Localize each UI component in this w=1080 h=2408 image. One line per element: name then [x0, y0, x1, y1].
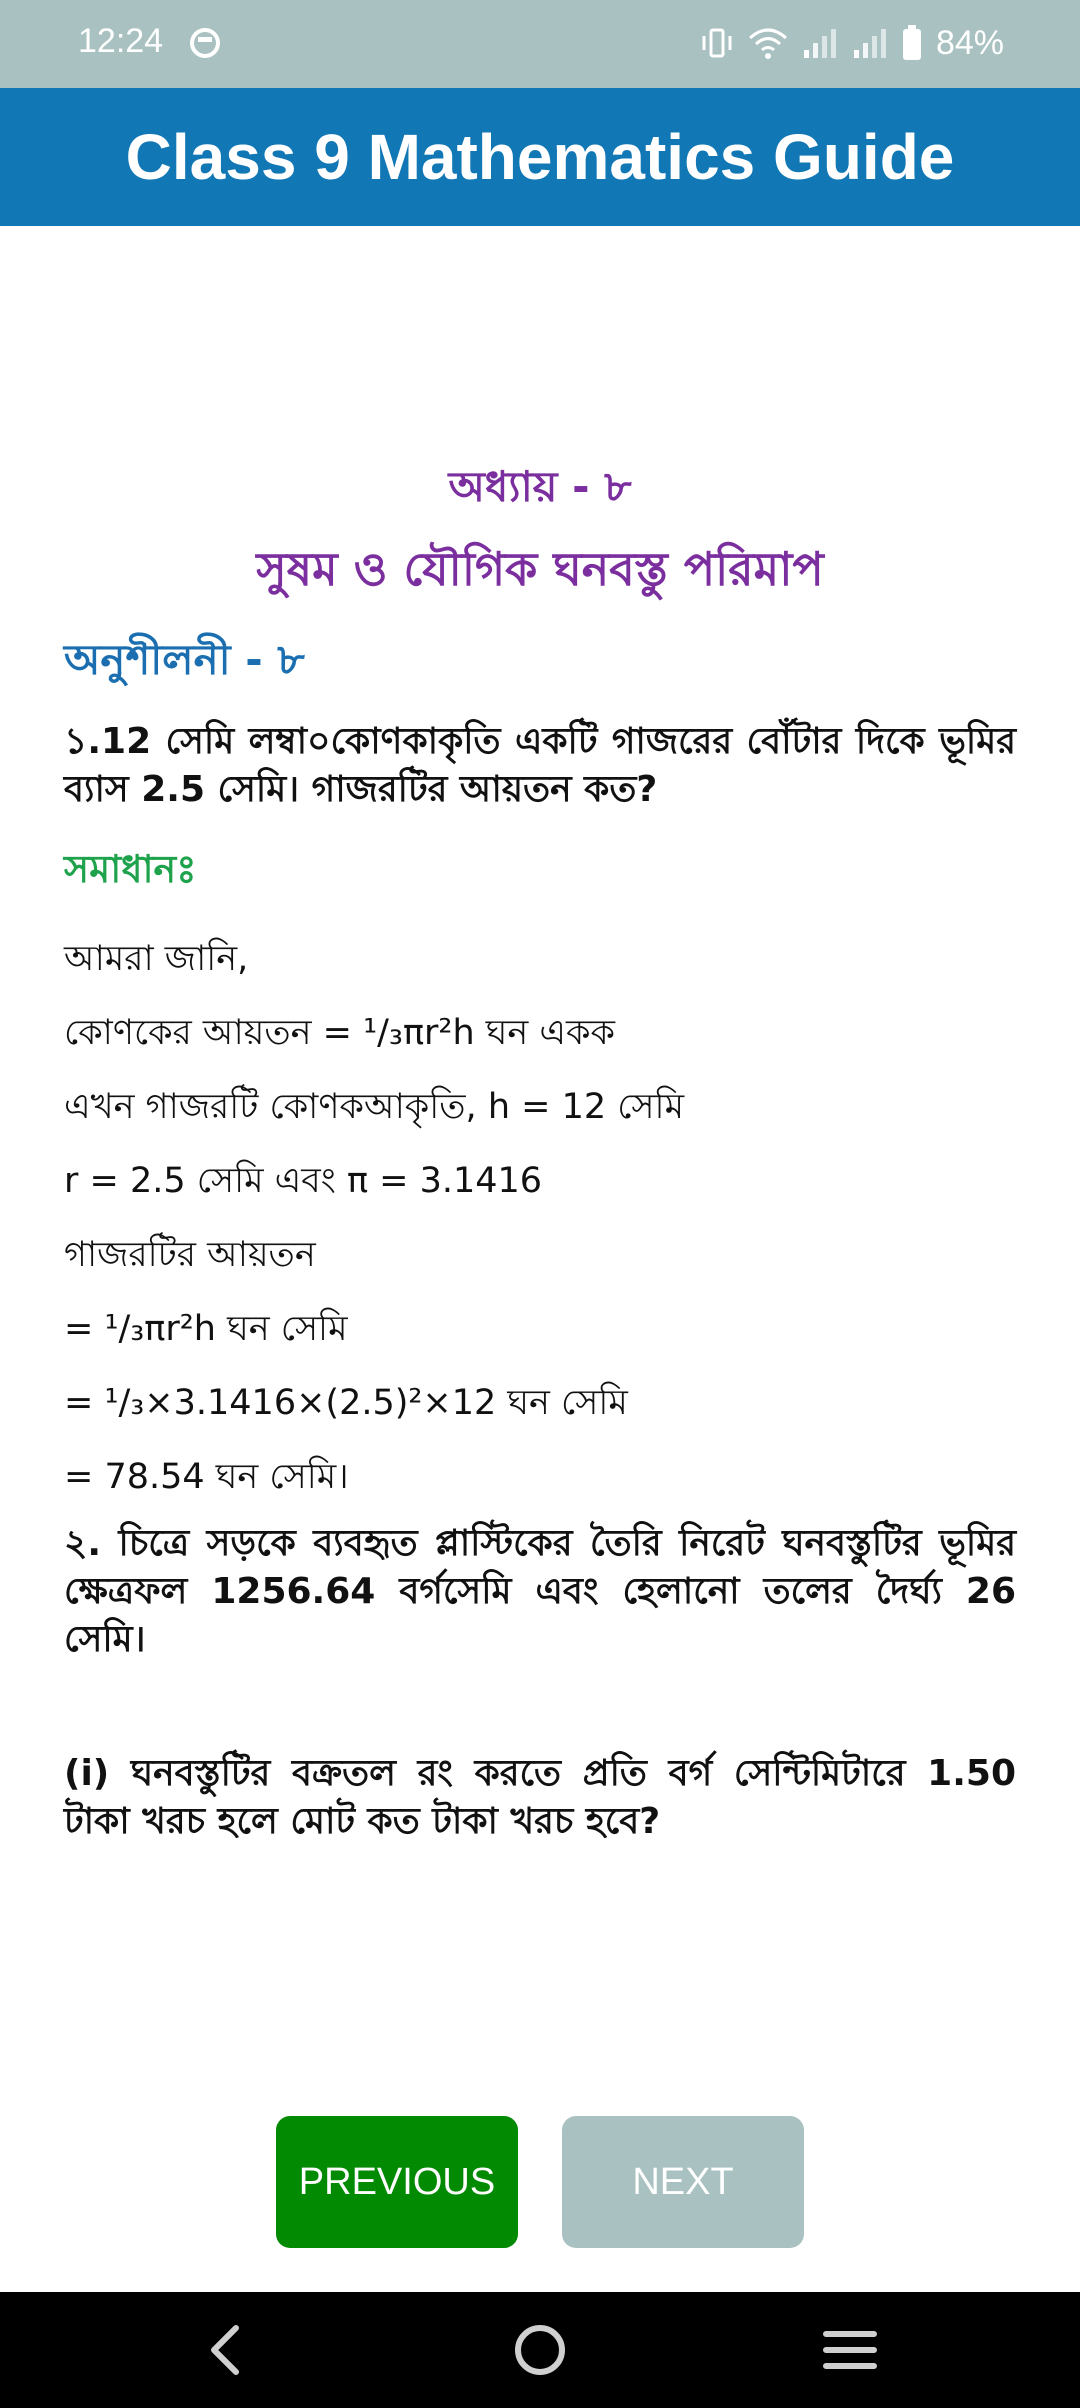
previous-button[interactable]: PREVIOUS: [276, 2116, 518, 2248]
solution-line: = ¹/₃πr²h ঘন সেমি: [64, 1309, 348, 1349]
solution-line: r = 2.5 সেমি এবং π = 3.1416: [64, 1161, 543, 1201]
chapter-subtitle: সুষম ও যৌগিক ঘনবস্তু পরিমাপ: [256, 542, 824, 596]
solution-line: কোণকের আয়তন = ¹/₃πr²h ঘন একক: [64, 1013, 615, 1053]
lesson-content: [64, 440, 1016, 1846]
status-time: 12:24: [78, 22, 164, 60]
vibrate-icon: [700, 26, 734, 60]
wifi-icon: [748, 26, 788, 60]
solution-line: আমরা জানি,: [64, 939, 249, 979]
navigation-bar: [0, 2292, 1080, 2408]
solution-label: সমাধানঃ: [64, 847, 197, 891]
solution-line: গাজরটির আয়তন: [64, 1235, 316, 1275]
app-bar: [0, 88, 1080, 226]
exercise-title: অনুশীলনী - ৮: [64, 635, 305, 684]
battery-percentage: 84%: [935, 23, 1004, 62]
solution-line: এখন গাজরটি কোণকআকৃতি, h = 12 সেমি: [64, 1087, 685, 1127]
question-2: ২. চিত্রে সড়কে ব্যবহৃত প্লাস্টিকের তৈরি নিরেট ঘনবস্তুটির ভূমির ক্ষেত্রফল 1256.64 বর্গসেমি এবং হেলানো তলের দৈর্ঘ্য 26 সেমি।: [64, 1523, 1016, 1660]
app-title: Class 9 Mathematics Guide: [125, 121, 955, 193]
solution-line: = ¹/₃×3.1416×(2.5)²×12 ঘন সেমি: [64, 1383, 628, 1423]
status-bar: [0, 0, 1080, 88]
question-1: ১.12 সেমি লম্বা০কোণকাকৃতি একটি গাজরের বোঁটার দিকে ভূমির ব্যাস 2.5 সেমি। গাজরটির আয়তন কত?: [64, 721, 1016, 810]
next-button[interactable]: NEXT: [562, 2116, 804, 2248]
status-icons: [700, 20, 1004, 66]
signal-icon: [802, 26, 838, 60]
menu-icon[interactable]: [820, 2320, 880, 2380]
sync-icon: [188, 26, 222, 60]
battery-icon: [902, 25, 922, 61]
chapter-title: অধ্যায় - ৮: [448, 462, 632, 511]
solution-line: = 78.54 ঘন সেমি।: [64, 1457, 349, 1497]
home-icon[interactable]: [510, 2320, 570, 2380]
back-icon[interactable]: [196, 2320, 256, 2380]
signal-icon: [852, 26, 888, 60]
question-2-part-1: (i) ঘনবস্তুটির বক্রতল রং করতে প্রতি বর্গ সেন্টিমিটারে 1.50 টাকা খরচ হলে মোট কত টাকা খরচ হবে?: [64, 1753, 1016, 1842]
